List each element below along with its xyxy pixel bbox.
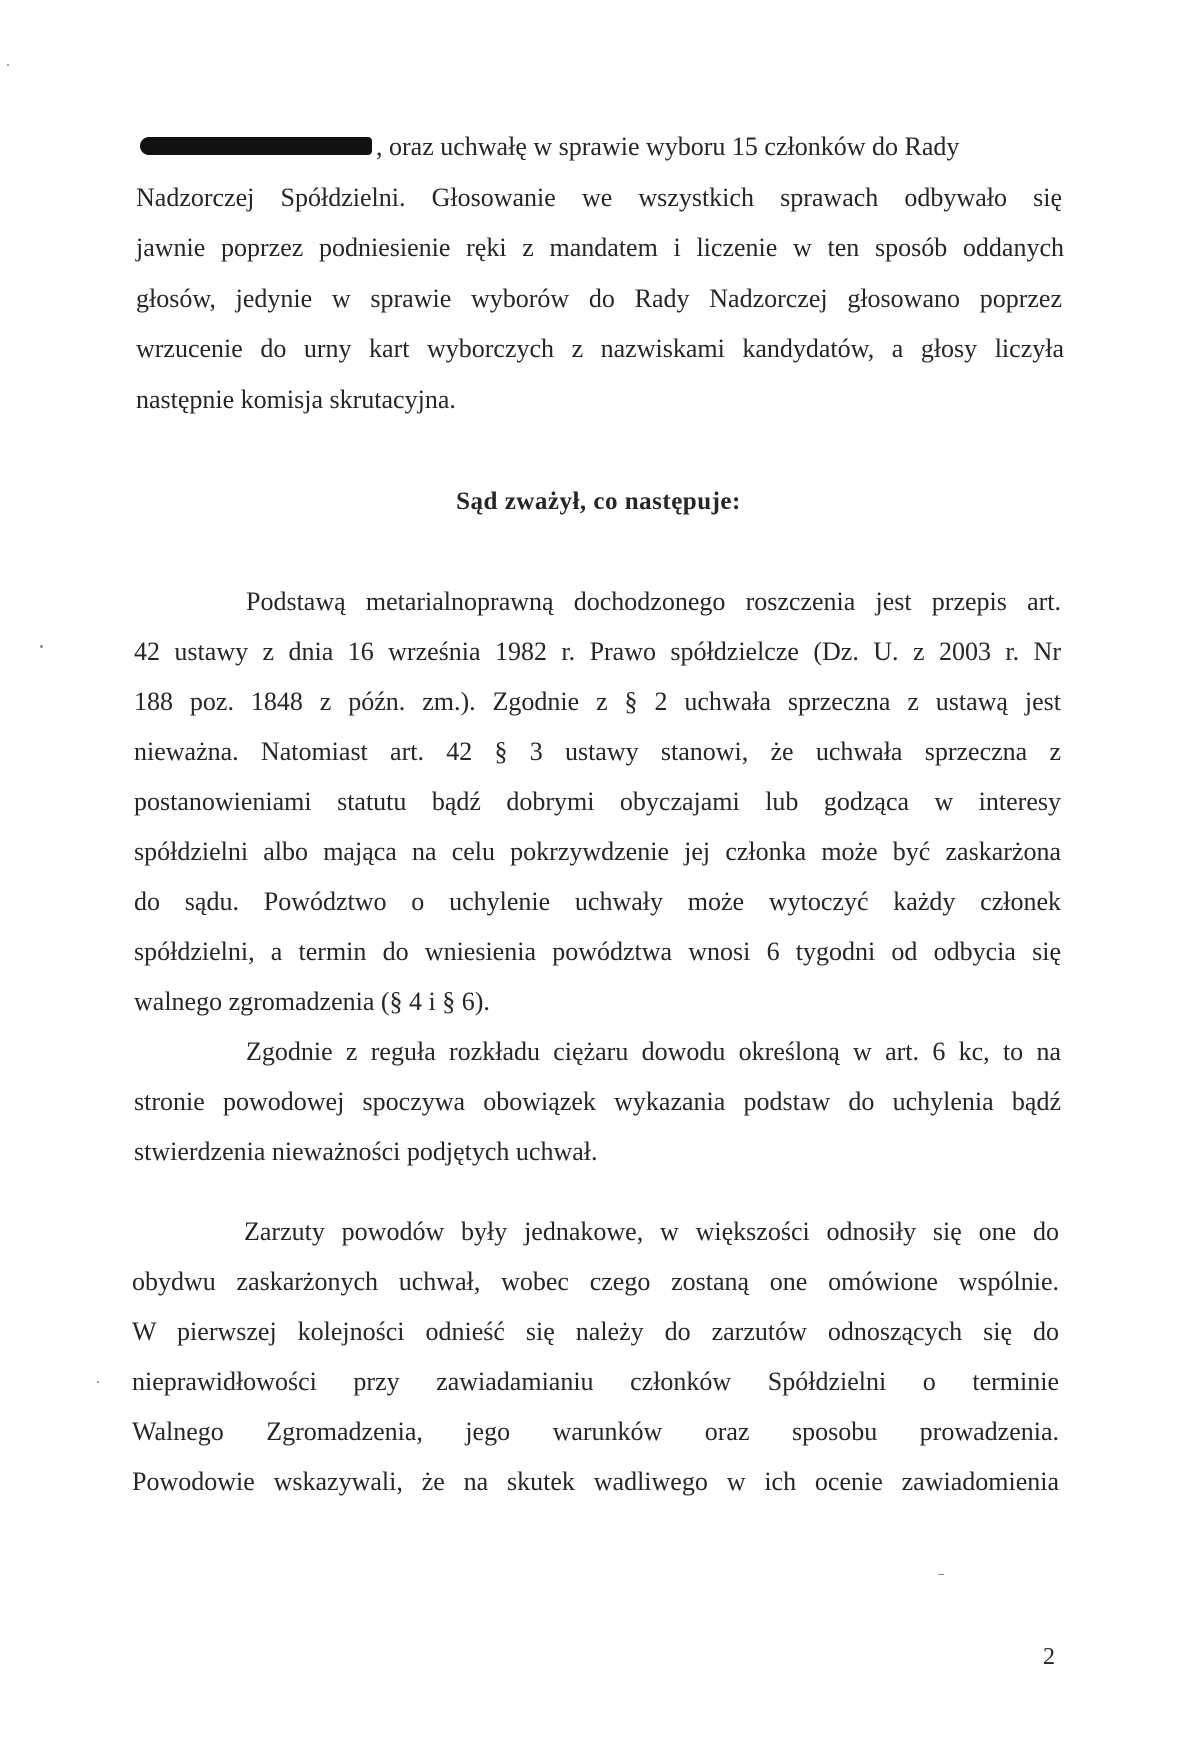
text-line: stwierdzenia nieważności podjętych uchwał. <box>134 1137 598 1166</box>
text-line: postanowieniami statutu bądź dobrymi obyczajami lub godząca w interesy <box>134 787 1061 816</box>
page-number: 2 <box>1043 1644 1055 1670</box>
text-line: wrzucenie do urny kart wyborczych z nazwiskami kandydatów, a głosy liczyła <box>136 334 1064 363</box>
text-line: do sądu. Powództwo o uchylenie uchwały może wytoczyć każdy członek <box>134 887 1061 916</box>
text-line: Walnego Zgromadzenia, jego warunków oraz sposobu prowadzenia. <box>132 1417 1059 1446</box>
text-line: Zgodnie z reguła rozkładu ciężaru dowodu określoną w art. 6 kc, to na <box>246 1037 1061 1066</box>
text-line: Podstawą metarialnoprawną dochodzonego roszczenia jest przepis art. <box>246 587 1061 616</box>
text-line: walnego zgromadzenia (§ 4 i § 6). <box>134 987 490 1016</box>
scan-speck <box>938 1574 944 1575</box>
text-line: Powodowie wskazywali, że na skutek wadliwego w ich ocenie zawiadomienia <box>132 1467 1059 1496</box>
text-line: 188 poz. 1848 z późn. zm.). Zgodnie z § 2 uchwała sprzeczna z ustawą jest <box>134 687 1061 716</box>
scan-speck <box>97 1381 99 1383</box>
text-line: nieprawidłowości przy zawiadamianiu członków Spółdzielni o terminie <box>132 1367 1059 1396</box>
text-line: stronie powodowej spoczywa obowiązek wykazania podstaw do uchylenia bądź <box>134 1087 1061 1116</box>
text-line: spółdzielni, a termin do wniesienia powództwa wnosi 6 tygodni od odbycia się <box>134 937 1061 966</box>
text-line: , oraz uchwałę w sprawie wyboru 15 członków do Rady <box>376 132 960 161</box>
text-line: Zarzuty powodów były jednakowe, w większości odnosiły się one do <box>244 1217 1059 1246</box>
text-line: 42 ustawy z dnia 16 września 1982 r. Prawo spółdzielcze (Dz. U. z 2003 r. Nr <box>134 637 1061 666</box>
text-line: jawnie poprzez podniesienie ręki z mandatem i liczenie w ten sposób oddanych <box>136 233 1064 262</box>
text-line: spółdzielni albo mająca na celu pokrzywdzenie jej członka może być zaskarżona <box>134 837 1061 866</box>
section-heading: Sąd zważył, co następuje: <box>456 488 741 515</box>
text-line: nieważna. Natomiast art. 42 § 3 ustawy stanowi, że uchwała sprzeczna z <box>134 737 1061 766</box>
redaction-mark <box>140 137 372 155</box>
text-line: następnie komisja skrutacyjna. <box>136 385 456 414</box>
text-line: Nadzorczej Spółdzielni. Głosowanie we wszystkich sprawach odbywało się <box>136 183 1062 212</box>
scan-speck <box>40 645 43 648</box>
text-line: głosów, jedynie w sprawie wyborów do Rady Nadzorczej głosowano poprzez <box>136 284 1062 313</box>
scan-speck <box>7 64 9 66</box>
text-line: obydwu zaskarżonych uchwał, wobec czego zostaną one omówione wspólnie. <box>132 1267 1059 1296</box>
text-line: W pierwszej kolejności odnieść się należy do zarzutów odnoszących się do <box>132 1317 1059 1346</box>
